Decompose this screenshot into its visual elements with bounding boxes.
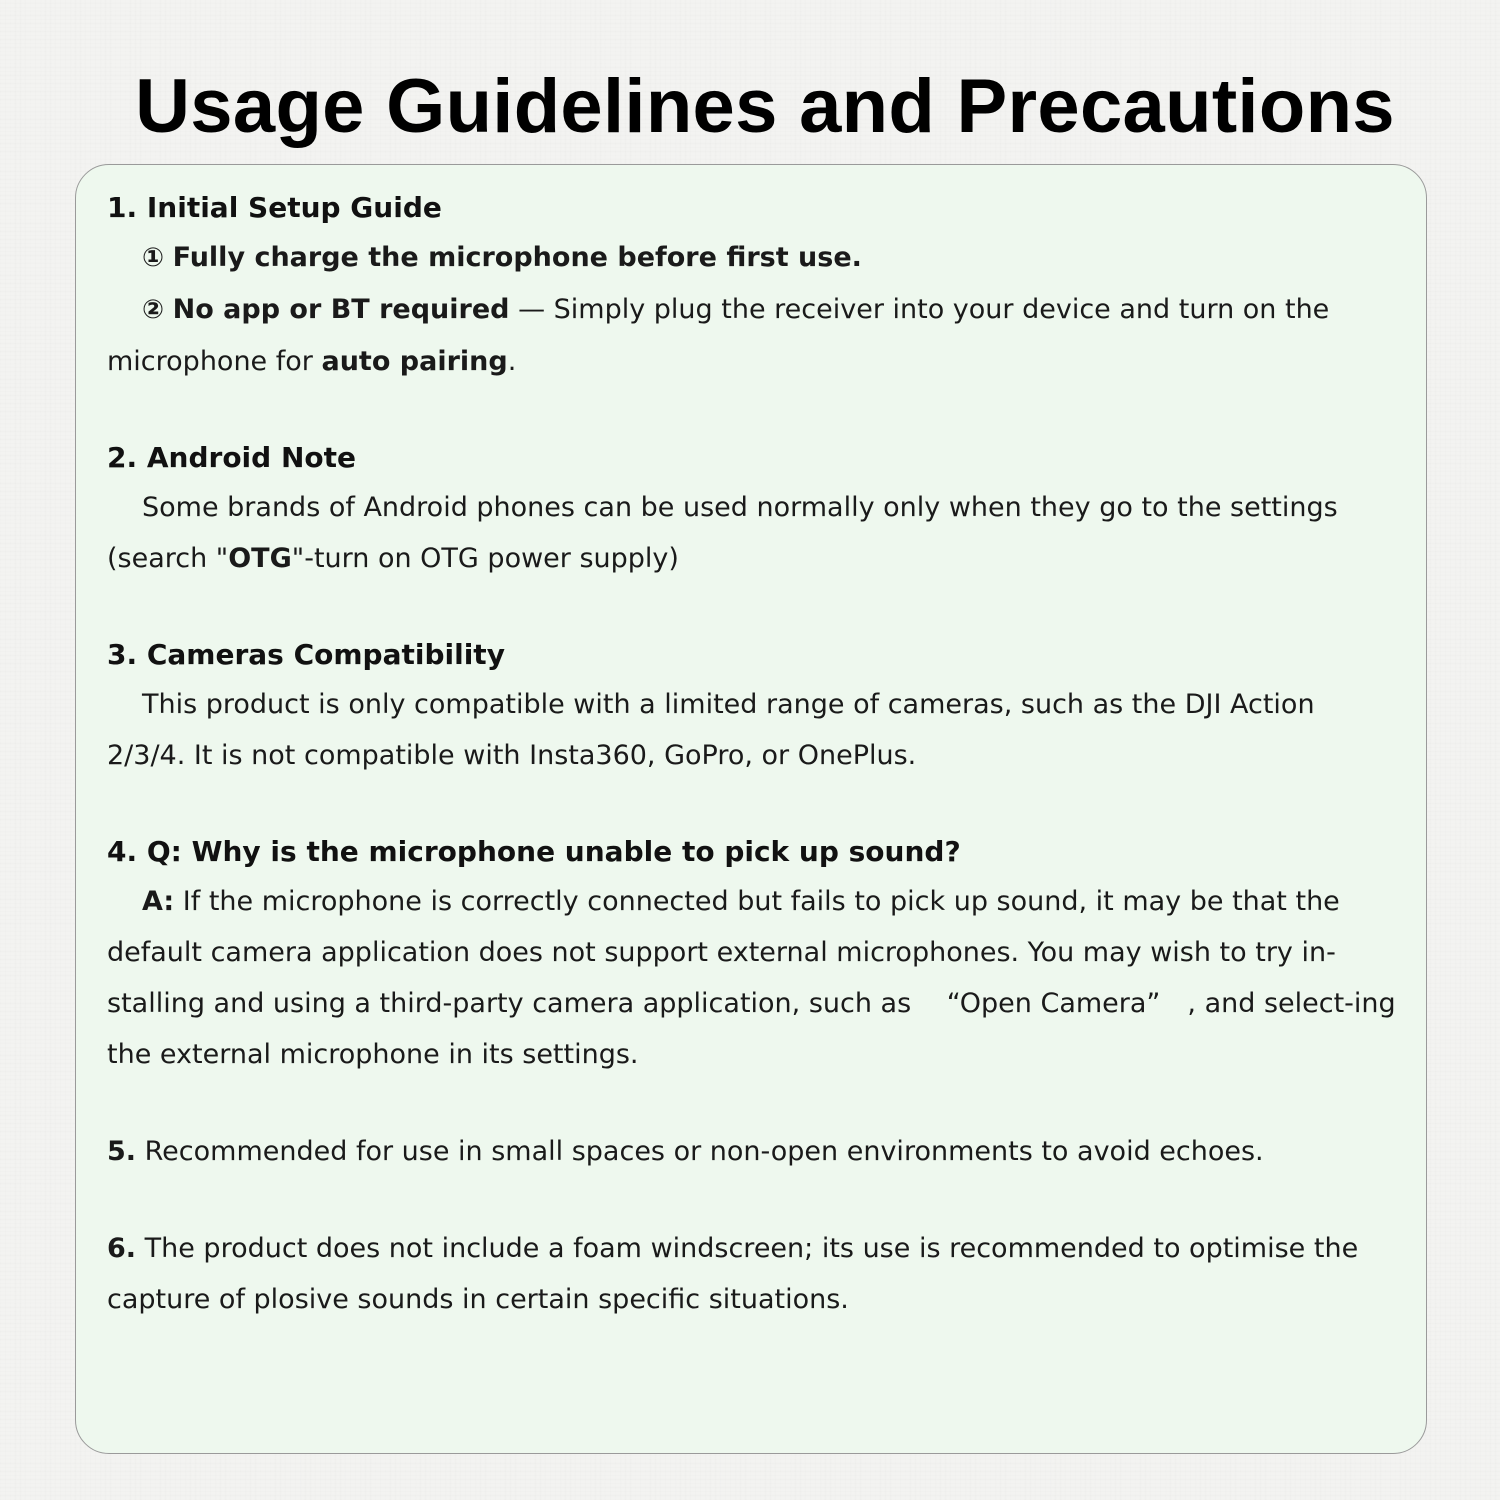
section-android-note bbox=[107, 433, 1396, 584]
guidelines-card bbox=[75, 164, 1427, 1454]
page-title: Usage Guidelines and Precautions bbox=[135, 64, 1395, 149]
item-number: 5. bbox=[107, 1136, 137, 1167]
section-heading: 3. Cameras Compatibility bbox=[107, 638, 505, 671]
note-text: "-turn on OTG power supply) bbox=[291, 543, 679, 574]
note-bold-text: OTG bbox=[228, 543, 292, 574]
section-heading: 2. Android Note bbox=[107, 441, 356, 474]
faq-answer bbox=[107, 876, 1396, 1080]
answer-text: If the microphone is correctly connected but fails to pick up sound, it may be that the default camera application does not support external microphones. You may wish to try in-stalling and using a third-party camera application, such as “Open Camera” , and select-ing the external microphone in its settings. bbox=[107, 886, 1396, 1070]
step-bold-text: auto pairing bbox=[321, 346, 508, 377]
setup-step-1 bbox=[107, 232, 1396, 284]
setup-step-2 bbox=[107, 284, 1396, 387]
section-windscreen-note bbox=[107, 1223, 1396, 1325]
step-text: — Simply plug the receiver into your device and turn on the microphone for bbox=[107, 294, 1330, 377]
step-text: Fully charge the microphone before first use. bbox=[172, 242, 862, 273]
compatibility-body: This product is only compatible with a limited range of cameras, such as the DJI Action 2/3/4. It is not compatible with Insta360, GoPro, or OnePlus. bbox=[107, 689, 1315, 771]
compatibility-text bbox=[107, 679, 1396, 781]
item-number: 6. bbox=[107, 1233, 137, 1264]
note-text: Some brands of Android phones can be used normally only when they go to the settings (search " bbox=[107, 492, 1338, 574]
answer-label: A: bbox=[142, 886, 175, 917]
step-bold-text: No app or BT required bbox=[172, 294, 510, 325]
android-note-text bbox=[107, 482, 1396, 584]
section-heading: 4. Q: Why is the microphone unable to pick up sound? bbox=[107, 835, 961, 868]
echo-note bbox=[107, 1126, 1396, 1177]
windscreen-note bbox=[107, 1223, 1396, 1325]
section-echo-note bbox=[107, 1126, 1396, 1177]
section-heading: 1. Initial Setup Guide bbox=[107, 191, 442, 224]
section-cameras-compatibility bbox=[107, 630, 1396, 781]
item-text: The product does not include a foam windscreen; its use is recommended to optimise the capture of plosive sounds in certain specific situations. bbox=[107, 1233, 1359, 1315]
item-text: Recommended for use in small spaces or non-open environments to avoid echoes. bbox=[136, 1136, 1264, 1167]
step-text: . bbox=[507, 346, 517, 377]
step-number-marker: ① bbox=[142, 243, 165, 273]
step-number-marker: ② bbox=[142, 295, 165, 325]
section-faq bbox=[107, 827, 1396, 1080]
section-initial-setup bbox=[107, 183, 1396, 387]
